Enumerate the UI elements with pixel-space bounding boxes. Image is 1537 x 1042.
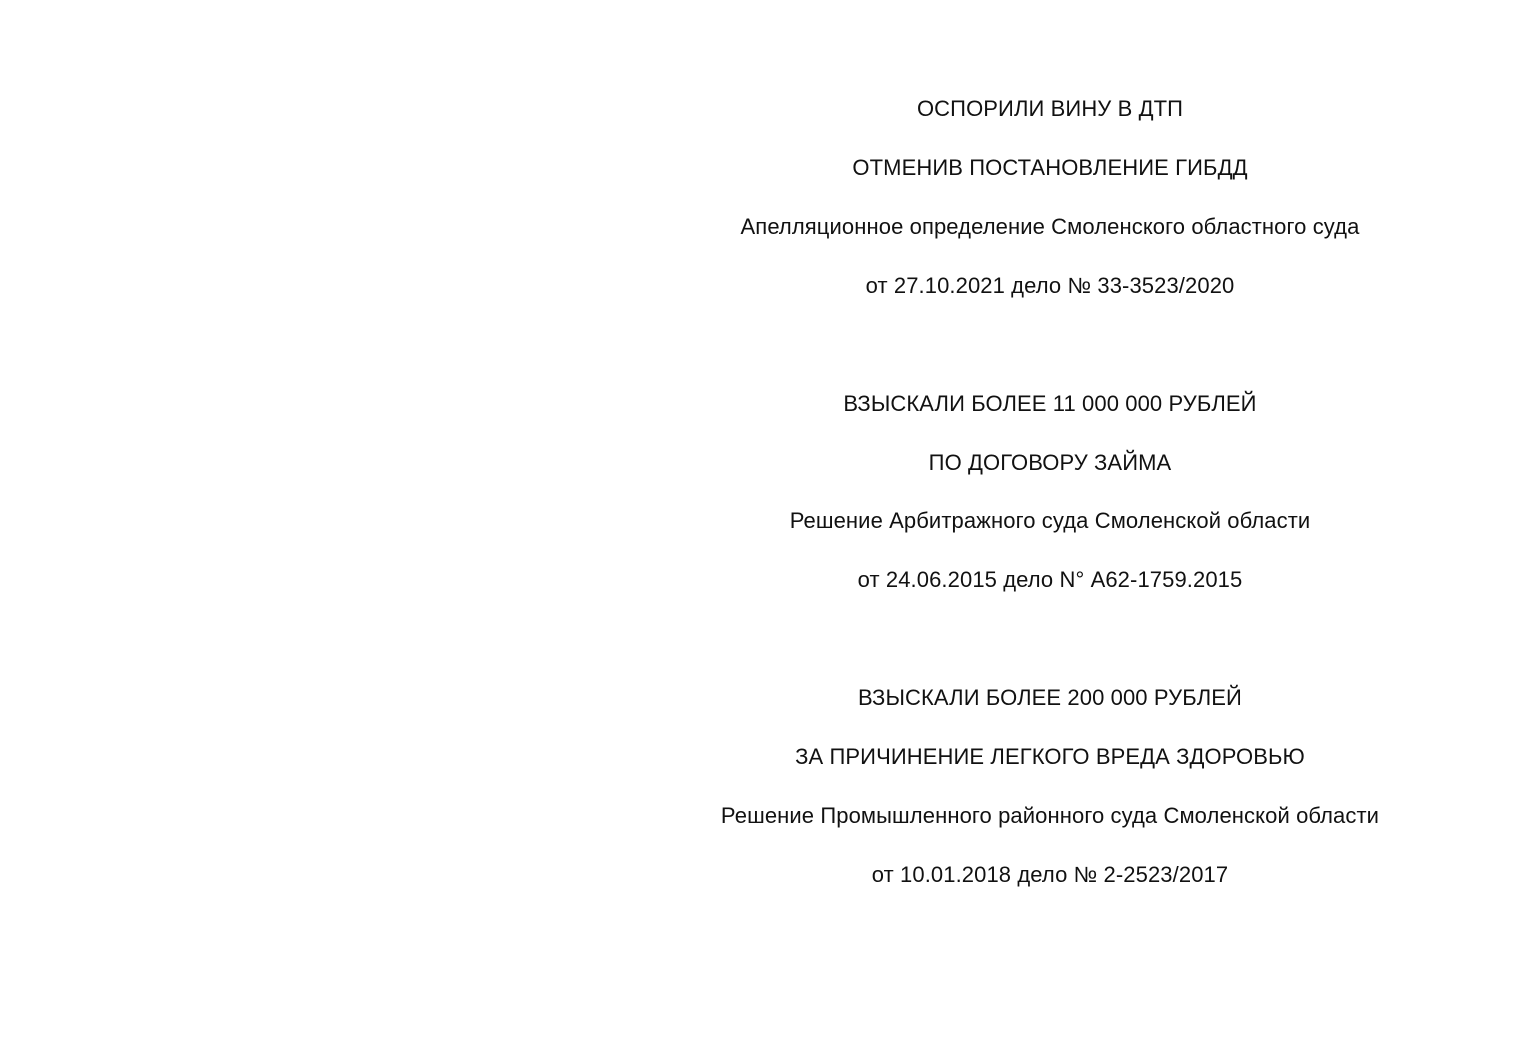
case-court: Решение Арбитражного суда Смоленской области xyxy=(789,508,1311,533)
case-subheadline: ПО ДОГОВОРУ ЗАЙМА xyxy=(928,450,1172,475)
text-column xyxy=(650,0,1450,1042)
case-reference: от 10.01.2018 дело № 2-2523/2017 xyxy=(871,862,1229,887)
case-reference: от 24.06.2015 дело N° А62-1759.2015 xyxy=(857,567,1243,592)
case-subheadline: ЗА ПРИЧИНЕНИЕ ЛЕГКОГО ВРЕДА ЗДОРОВЬЮ xyxy=(795,744,1305,769)
case-headline: ВЗЫСКАЛИ БОЛЕЕ 200 000 РУБЛЕЙ xyxy=(858,685,1242,710)
case-reference: от 27.10.2021 дело № 33-3523/2020 xyxy=(865,273,1235,298)
case-court: Апелляционное определение Смоленского областного суда xyxy=(740,214,1360,239)
case-court: Решение Промышленного районного суда Смоленской области xyxy=(720,803,1380,828)
case-headline: ОСПОРИЛИ ВИНУ В ДТП xyxy=(916,96,1184,121)
case-headline: ВЗЫСКАЛИ БОЛЕЕ 11 000 000 РУБЛЕЙ xyxy=(843,391,1257,416)
case-subheadline: ОТМЕНИВ ПОСТАНОВЛЕНИЕ ГИБДД xyxy=(852,155,1248,180)
